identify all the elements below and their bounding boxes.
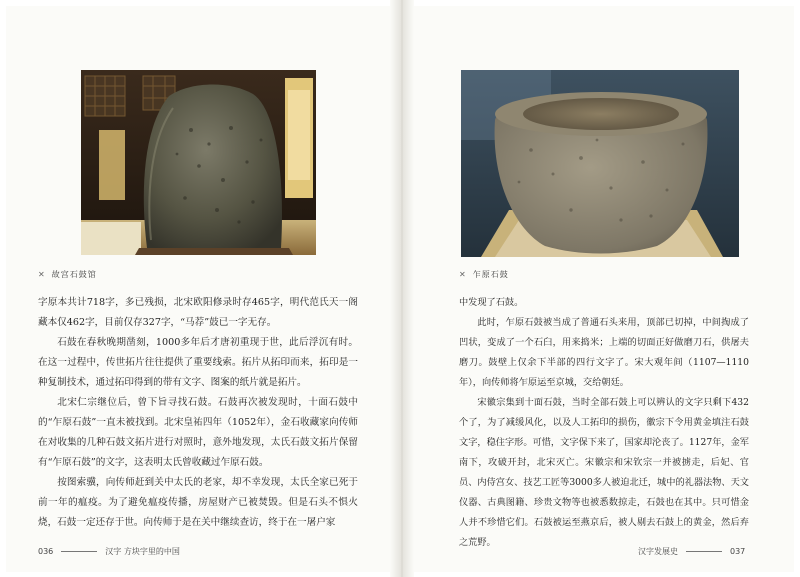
paragraph: 北宋仁宗继位后，曾下旨寻找石鼓。石鼓再次被发现时，十面石鼓中的“乍原石鼓”一直未被找到。北宋皇祐四年（1052年），金石收藏家向传师在对收集的几种石鼓文拓片进行对照时，意外地发现，太氏石鼓文拓片保留有“乍原石鼓”的文字，这表明太氏曾收藏过乍原石鼓。 [38, 397, 358, 468]
figure-caption [38, 269, 97, 280]
body-text [38, 293, 358, 533]
page-footer [38, 546, 180, 557]
paragraph: 石鼓在春秋晚期凿刻，1000多年后才唐初重现于世，此后浮沉有时。在这一过程中，传世拓片往往提供了重要线索。拓片从拓印而来，拓印是一种复制技术，通过拓印得到的带有文字、图案的纸片就是拓片。 [38, 337, 358, 388]
page-number: 036 [38, 547, 54, 556]
figure-caption [459, 269, 509, 280]
footer-rule [686, 551, 722, 552]
footer-rule [61, 551, 97, 552]
left-page [6, 6, 390, 572]
paragraph: 此时，乍原石鼓被当成了普通石头来用，顶部已切掉，中间掏成了凹状，变成了一个石臼，用来捣米；上端的切面正好做磨刀石，供屠夫磨刀。鼓壁上仅余下半部的四行文字了。宋大观年间（1107—1110年），向传师将乍原运至京城，交给朝廷。 [459, 317, 749, 388]
running-head: 汉字发展史 [638, 547, 678, 556]
right-page [414, 6, 794, 572]
page-number: 037 [730, 547, 746, 556]
paragraph: 宋徽宗集到十面石鼓，当时全部石鼓上可以辨认的文字只剩下432个了，为了减缓风化，以及人工拓印的损伤，徽宗下令用黄金填注石鼓文字，稳住字形。可惜，文字保下来了，国家却沦丧了。1127年，金军南下，攻破开封，北宋灭亡。宋徽宗和宋钦宗一并被掳走，后妃、官员、内侍宫女、技艺工匠等3000多人被迫北迁，城中的礼器法物、天文仪器、古典图籍、珍贵文物等也被悉数掠走，石鼓也在其中。只可惜金人并不珍惜它们。石鼓被运至燕京后，被人剔去石鼓上的黄金，然后弃之荒野。 [459, 397, 749, 548]
paragraph: 中发现了石鼓。 [459, 297, 524, 308]
page-footer [638, 546, 745, 557]
zuoyuan-drum-image [461, 70, 739, 257]
photo-stone-drum-hall [81, 70, 316, 255]
caption-text: 故宫石鼓馆 [51, 270, 97, 279]
body-text [459, 293, 749, 553]
stone-drum-hall-image [81, 70, 316, 255]
caption-mark: ✕ [38, 270, 46, 279]
book-gutter [390, 0, 414, 577]
paragraph: 按图索骥，向传师赶到关中太氏的老家，却不幸发现，太氏全家已死于前一年的瘟疫。为了避免瘟疫传播，房屋财产已被焚毁。但是石头不惧火烧，石鼓一定还存于世。向传师于是在关中继续查访，终于在一屠户家 [38, 477, 358, 528]
caption-mark: ✕ [459, 270, 467, 279]
paragraph: 字原本共计718字，多已残损，北宋欧阳修录时存465字，明代范氏天一阁藏本仅462字，目前仅存327字，“马荐”鼓已一字无存。 [38, 297, 358, 328]
photo-zuoyuan-drum [461, 70, 739, 257]
running-head: 汉字 方块字里的中国 [105, 547, 180, 556]
caption-text: 乍原石鼓 [472, 270, 509, 279]
